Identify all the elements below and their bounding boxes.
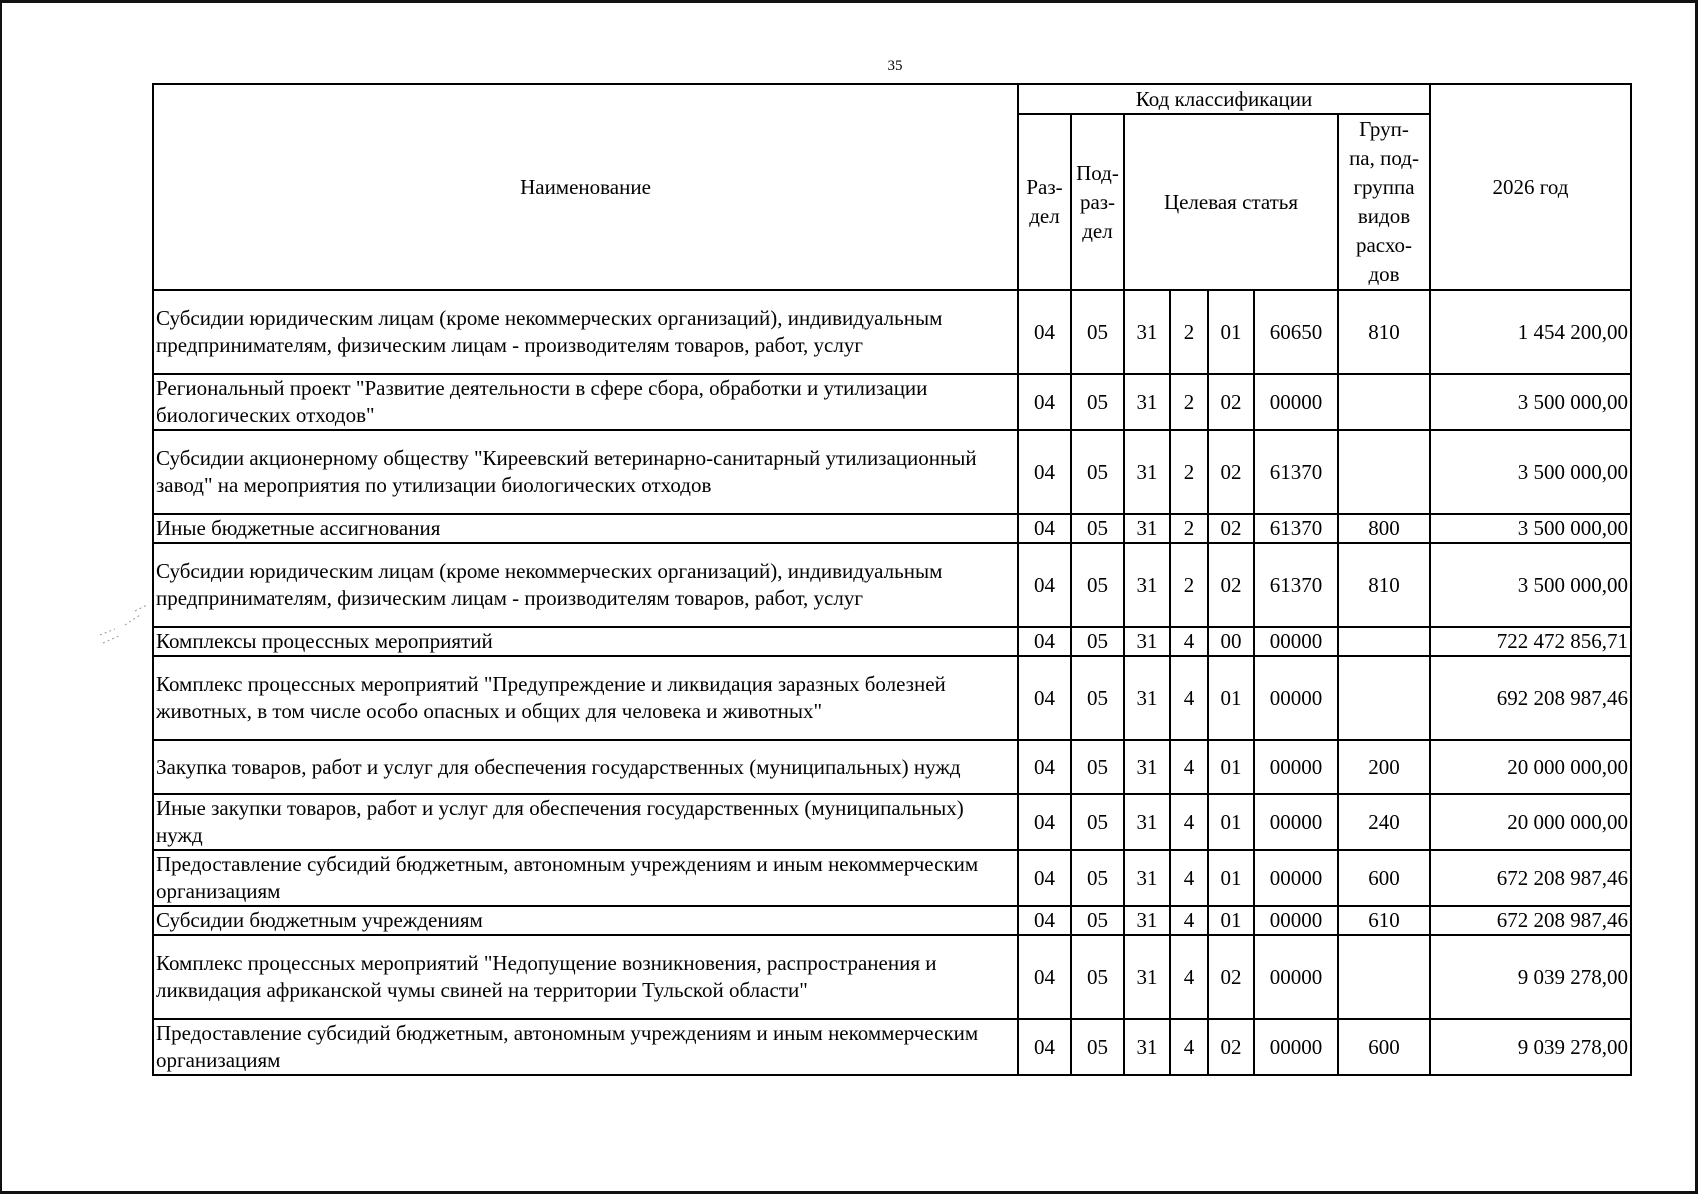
row-expense-group: 810 (1338, 543, 1430, 627)
header-subsection: Под- раз- дел (1071, 114, 1124, 290)
row-target-type: 2 (1170, 374, 1208, 430)
row-name: Комплекс процессных мероприятий "Предупреждение и ликвидация заразных болезней животных, в том числе особо опасных и общих для человека и животных" (153, 656, 1018, 740)
row-name: Субсидии акционерному обществу "Киреевский ветеринарно-санитарный утилизационный завод" на мероприятия по утилизации биологических отходов (153, 430, 1018, 514)
row-section: 04 (1018, 1019, 1071, 1075)
row-target-structure: 01 (1208, 740, 1254, 794)
row-section: 04 (1018, 656, 1071, 740)
row-target-direction: 00000 (1254, 1019, 1338, 1075)
row-section: 04 (1018, 627, 1071, 656)
row-expense-group (1338, 935, 1430, 1019)
row-subsection: 05 (1071, 430, 1124, 514)
row-name: Субсидии бюджетным учреждениям (153, 906, 1018, 935)
row-target-program: 31 (1124, 374, 1170, 430)
row-target-type: 2 (1170, 514, 1208, 543)
row-target-direction: 00000 (1254, 794, 1338, 850)
row-subsection: 05 (1071, 627, 1124, 656)
row-target-structure: 02 (1208, 543, 1254, 627)
table-row (153, 794, 1631, 850)
row-subsection: 05 (1071, 543, 1124, 627)
row-expense-group: 600 (1338, 1019, 1430, 1075)
row-target-type: 4 (1170, 850, 1208, 906)
row-subsection: 05 (1071, 290, 1124, 374)
row-target-type: 4 (1170, 935, 1208, 1019)
row-expense-group: 240 (1338, 794, 1430, 850)
row-name: Закупка товаров, работ и услуг для обеспечения государственных (муниципальных) нужд (153, 740, 1018, 794)
header-year: 2026 год (1430, 84, 1631, 290)
row-amount: 9 039 278,00 (1430, 935, 1631, 1019)
header-expense-group: Груп- па, под- группа видов расхо- дов (1338, 114, 1430, 290)
row-amount: 3 500 000,00 (1430, 514, 1631, 543)
table-row (153, 906, 1631, 935)
table-row (153, 374, 1631, 430)
table-row (153, 430, 1631, 514)
row-target-direction: 00000 (1254, 850, 1338, 906)
row-section: 04 (1018, 374, 1071, 430)
row-section: 04 (1018, 543, 1071, 627)
row-target-structure: 01 (1208, 794, 1254, 850)
table-row (153, 543, 1631, 627)
row-section: 04 (1018, 290, 1071, 374)
row-amount: 3 500 000,00 (1430, 543, 1631, 627)
row-target-direction: 61370 (1254, 514, 1338, 543)
row-subsection: 05 (1071, 374, 1124, 430)
row-target-direction: 00000 (1254, 627, 1338, 656)
row-expense-group: 600 (1338, 850, 1430, 906)
row-target-type: 4 (1170, 740, 1208, 794)
row-name: Комплексы процессных мероприятий (153, 627, 1018, 656)
row-target-program: 31 (1124, 740, 1170, 794)
row-target-type: 2 (1170, 430, 1208, 514)
row-target-structure: 01 (1208, 906, 1254, 935)
table-body (153, 290, 1631, 1075)
row-subsection: 05 (1071, 850, 1124, 906)
table-row (153, 290, 1631, 374)
row-section: 04 (1018, 794, 1071, 850)
row-target-program: 31 (1124, 935, 1170, 1019)
row-target-structure: 02 (1208, 1019, 1254, 1075)
row-target-direction: 00000 (1254, 935, 1338, 1019)
row-amount: 672 208 987,46 (1430, 906, 1631, 935)
table-row (153, 740, 1631, 794)
row-target-structure: 01 (1208, 850, 1254, 906)
row-target-program: 31 (1124, 906, 1170, 935)
page-number: 35 (887, 58, 903, 74)
row-target-direction: 61370 (1254, 543, 1338, 627)
row-target-type: 4 (1170, 656, 1208, 740)
row-name: Субсидии юридическим лицам (кроме некоммерческих организаций), индивидуальным предпринимателям, физическим лицам - производителям товаров, работ, услуг (153, 543, 1018, 627)
row-subsection: 05 (1071, 656, 1124, 740)
row-section: 04 (1018, 935, 1071, 1019)
row-expense-group: 800 (1338, 514, 1430, 543)
row-amount: 9 039 278,00 (1430, 1019, 1631, 1075)
row-amount: 672 208 987,46 (1430, 850, 1631, 906)
row-name: Иные закупки товаров, работ и услуг для обеспечения государственных (муниципальных) нужд (153, 794, 1018, 850)
row-subsection: 05 (1071, 906, 1124, 935)
row-expense-group (1338, 374, 1430, 430)
row-section: 04 (1018, 740, 1071, 794)
table-row (153, 514, 1631, 543)
row-target-program: 31 (1124, 290, 1170, 374)
header-classification-code: Код классификации (1018, 84, 1430, 114)
row-target-direction: 00000 (1254, 374, 1338, 430)
row-target-program: 31 (1124, 627, 1170, 656)
row-target-type: 4 (1170, 794, 1208, 850)
row-target-program: 31 (1124, 1019, 1170, 1075)
row-subsection: 05 (1071, 1019, 1124, 1075)
row-target-structure: 01 (1208, 656, 1254, 740)
row-target-structure: 02 (1208, 935, 1254, 1019)
row-target-structure: 02 (1208, 374, 1254, 430)
row-target-type: 4 (1170, 627, 1208, 656)
row-expense-group (1338, 430, 1430, 514)
row-amount: 722 472 856,71 (1430, 627, 1631, 656)
row-target-program: 31 (1124, 514, 1170, 543)
row-name: Комплекс процессных мероприятий "Недопущение возникновения, распространения и ликвидация африканской чумы свиней на территории Тульской области" (153, 935, 1018, 1019)
row-name: Предоставление субсидий бюджетным, автономным учреждениям и иным некоммерческим организациям (153, 1019, 1018, 1075)
row-subsection: 05 (1071, 935, 1124, 1019)
row-amount: 1 454 200,00 (1430, 290, 1631, 374)
row-target-program: 31 (1124, 850, 1170, 906)
row-target-direction: 00000 (1254, 656, 1338, 740)
row-name: Предоставление субсидий бюджетным, автономным учреждениям и иным некоммерческим организациям (153, 850, 1018, 906)
header-row-1 (153, 84, 1631, 114)
row-section: 04 (1018, 850, 1071, 906)
row-target-type: 4 (1170, 906, 1208, 935)
row-target-structure: 00 (1208, 627, 1254, 656)
table-row (153, 935, 1631, 1019)
row-target-program: 31 (1124, 656, 1170, 740)
row-name: Региональный проект "Развитие деятельности в сфере сбора, обработки и утилизации биологических отходов" (153, 374, 1018, 430)
row-amount: 20 000 000,00 (1430, 794, 1631, 850)
row-target-type: 2 (1170, 543, 1208, 627)
row-target-direction: 00000 (1254, 906, 1338, 935)
row-target-direction: 61370 (1254, 430, 1338, 514)
row-amount: 3 500 000,00 (1430, 430, 1631, 514)
row-target-direction: 60650 (1254, 290, 1338, 374)
row-expense-group: 810 (1338, 290, 1430, 374)
row-expense-group: 610 (1338, 906, 1430, 935)
row-amount: 20 000 000,00 (1430, 740, 1631, 794)
row-subsection: 05 (1071, 514, 1124, 543)
row-expense-group (1338, 656, 1430, 740)
row-target-program: 31 (1124, 794, 1170, 850)
margin-scribble (95, 605, 155, 665)
row-target-direction: 00000 (1254, 740, 1338, 794)
row-target-structure: 02 (1208, 430, 1254, 514)
table-row (153, 850, 1631, 906)
row-subsection: 05 (1071, 740, 1124, 794)
row-amount: 3 500 000,00 (1430, 374, 1631, 430)
row-name: Иные бюджетные ассигнования (153, 514, 1018, 543)
row-name: Субсидии юридическим лицам (кроме некоммерческих организаций), индивидуальным предпринимателям, физическим лицам - производителям товаров, работ, услуг (153, 290, 1018, 374)
row-target-type: 2 (1170, 290, 1208, 374)
table-row (153, 627, 1631, 656)
header-target-article: Целевая статья (1124, 114, 1338, 290)
row-target-structure: 01 (1208, 290, 1254, 374)
table-row (153, 656, 1631, 740)
row-amount: 692 208 987,46 (1430, 656, 1631, 740)
row-section: 04 (1018, 906, 1071, 935)
row-target-structure: 02 (1208, 514, 1254, 543)
row-section: 04 (1018, 514, 1071, 543)
row-target-program: 31 (1124, 543, 1170, 627)
header-name: Наименование (153, 84, 1018, 290)
row-expense-group (1338, 627, 1430, 656)
header-section: Раз- дел (1018, 114, 1071, 290)
row-target-program: 31 (1124, 430, 1170, 514)
row-target-type: 4 (1170, 1019, 1208, 1075)
budget-table (152, 83, 1632, 1076)
row-subsection: 05 (1071, 794, 1124, 850)
row-section: 04 (1018, 430, 1071, 514)
table-row (153, 1019, 1631, 1075)
row-expense-group: 200 (1338, 740, 1430, 794)
